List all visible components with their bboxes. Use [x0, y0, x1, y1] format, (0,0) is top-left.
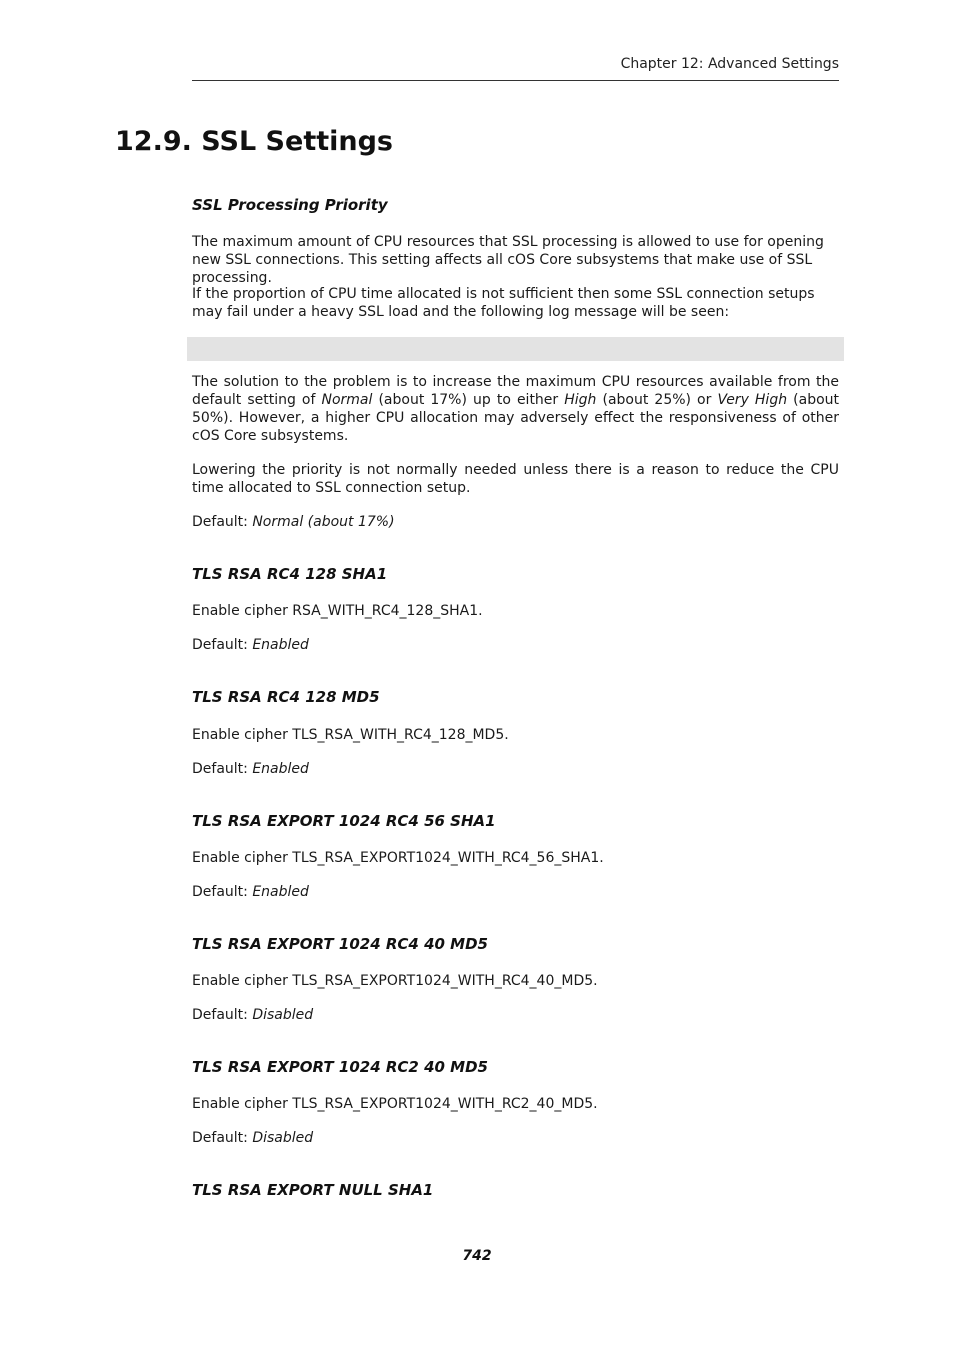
- paragraph: The solution to the problem is to increase the maximum CPU resources available from the default setting of Normal (about 17%) up to either High (about 25%) or Very High (about 50%). However, a higher CPU allocation may adversely effect the responsiveness of other cOS Core subsystems.: [192, 374, 840, 444]
- section-heading: TLS RSA EXPORT 1024 RC4 40 MD5: [192, 935, 488, 953]
- section-heading-ssl-priority: SSL Processing Priority: [192, 196, 388, 214]
- default-value: Enabled: [252, 637, 309, 653]
- page-number: 742: [462, 1248, 492, 1264]
- setting-description: Enable cipher RSA_WITH_RC4_128_SHA1.: [192, 603, 483, 619]
- default-value: Enabled: [252, 761, 309, 777]
- default-value: Disabled: [252, 1007, 314, 1023]
- section-heading: TLS RSA EXPORT 1024 RC4 56 SHA1: [192, 812, 496, 830]
- emphasis: Normal: [321, 392, 373, 408]
- header-rule: [192, 80, 839, 81]
- emphasis: High: [564, 392, 597, 408]
- default-value: Enabled: [252, 884, 309, 900]
- running-header: Chapter 12: Advanced Settings: [620, 56, 839, 72]
- page-title: 12.9. SSL Settings: [115, 126, 394, 157]
- default-value: Disabled: [252, 1130, 314, 1146]
- default-line: Default: Disabled: [192, 1007, 314, 1023]
- paragraph: The maximum amount of CPU resources that SSL processing is allowed to use for opening new SSL connections. This setting affects all cOS Core subsystems that make use of SSL processing.: [192, 234, 824, 286]
- default-line: Default: Enabled: [192, 637, 309, 653]
- setting-description: Enable cipher TLS_RSA_EXPORT1024_WITH_RC4_56_SHA1.: [192, 850, 604, 866]
- default-line: Default: Enabled: [192, 884, 309, 900]
- section-heading: TLS RSA RC4 128 MD5: [192, 688, 380, 706]
- paragraph: If the proportion of CPU time allocated is not sufficient then some SSL connection setups may fail under a heavy SSL load and the following log message will be seen:: [192, 286, 815, 320]
- section-heading: TLS RSA RC4 128 SHA1: [192, 565, 388, 583]
- section-heading: TLS RSA EXPORT 1024 RC2 40 MD5: [192, 1058, 488, 1076]
- default-line: Default: Enabled: [192, 761, 309, 777]
- setting-description: Enable cipher TLS_RSA_EXPORT1024_WITH_RC2_40_MD5.: [192, 1096, 598, 1112]
- default-line: Default: Normal (about 17%): [192, 514, 395, 530]
- default-line: Default: Disabled: [192, 1130, 314, 1146]
- section-heading: TLS RSA EXPORT NULL SHA1: [192, 1181, 434, 1199]
- emphasis: Very High: [717, 392, 788, 408]
- setting-description: Enable cipher TLS_RSA_WITH_RC4_128_MD5.: [192, 727, 509, 743]
- log-message-box: [187, 337, 844, 361]
- setting-description: Enable cipher TLS_RSA_EXPORT1024_WITH_RC4_40_MD5.: [192, 973, 598, 989]
- default-value: Normal (about 17%): [252, 514, 395, 530]
- paragraph: Lowering the priority is not normally needed unless there is a reason to reduce the CPU time allocated to SSL connection setup.: [192, 462, 839, 496]
